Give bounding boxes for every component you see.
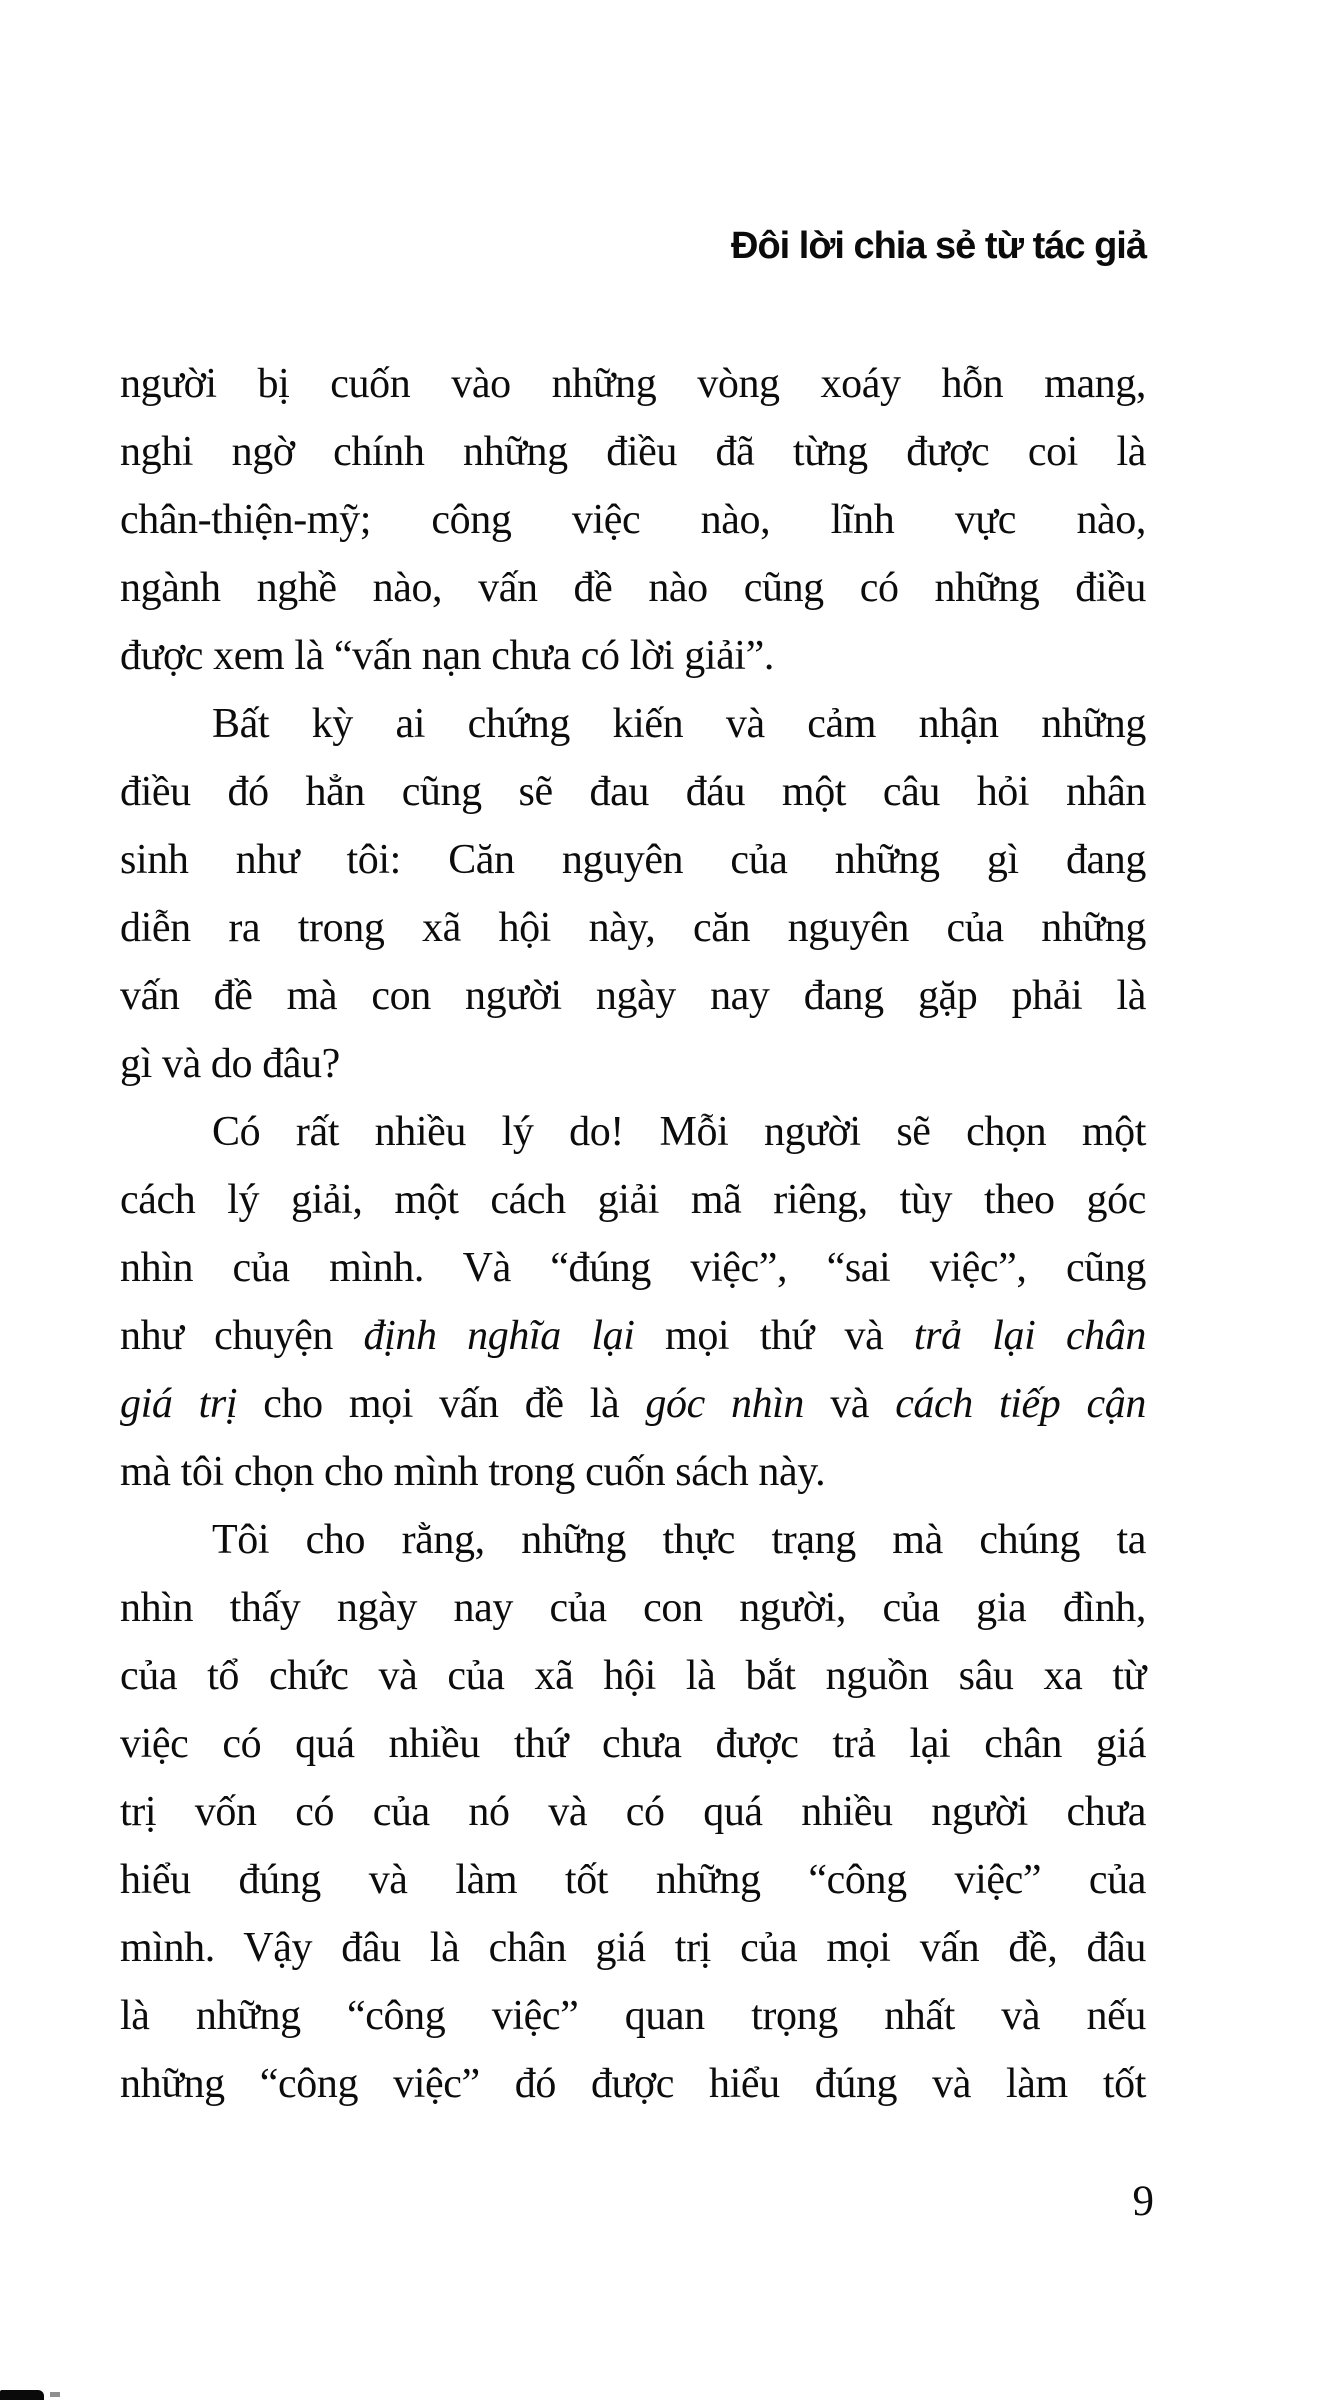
- body-text: [120, 350, 1146, 2118]
- text-line: [120, 894, 1146, 962]
- italic-text-segment: định nghĩa lại: [363, 1313, 635, 1359]
- text-line: [120, 486, 1146, 554]
- text-line: [120, 1234, 1146, 1302]
- text-segment: mình. Vậy đâu là chân giá trị của mọi vấn đề, đâu: [120, 1925, 1146, 1971]
- italic-text-segment: góc nhìn: [645, 1381, 805, 1427]
- text-line: [120, 1438, 1146, 1506]
- italic-text-segment: giá trị: [120, 1381, 238, 1427]
- text-line: [120, 1098, 1146, 1166]
- text-segment: gì và do đâu?: [120, 1041, 340, 1087]
- text-segment: người bị cuốn vào những vòng xoáy hỗn mang,: [120, 361, 1146, 407]
- text-line: [120, 554, 1146, 622]
- text-line: [120, 1846, 1146, 1914]
- text-line: [120, 1778, 1146, 1846]
- text-line: [120, 1506, 1146, 1574]
- text-segment: Tôi cho rằng, những thực trạng mà chúng ta: [212, 1517, 1146, 1563]
- text-segment: hiểu đúng và làm tốt những “công việc” của: [120, 1857, 1146, 1903]
- text-line: [120, 622, 1146, 690]
- text-segment: điều đó hẳn cũng sẽ đau đáu một câu hỏi nhân: [120, 769, 1146, 815]
- text-segment: nghi ngờ chính những điều đã từng được coi là: [120, 429, 1146, 475]
- text-segment: là những “công việc” quan trọng nhất và nếu: [120, 1993, 1146, 2039]
- text-segment: diễn ra trong xã hội này, căn nguyên của những: [120, 905, 1146, 951]
- text-line: [120, 962, 1146, 1030]
- text-line: [120, 826, 1146, 894]
- text-line: [120, 1914, 1146, 1982]
- text-segment: nhìn của mình. Và “đúng việc”, “sai việc”, cũng: [120, 1245, 1146, 1291]
- text-segment: mọi thứ và: [634, 1313, 914, 1359]
- text-segment: sinh như tôi: Căn nguyên của những gì đang: [120, 837, 1146, 883]
- text-line: [120, 1030, 1146, 1098]
- text-segment: Có rất nhiều lý do! Mỗi người sẽ chọn một: [212, 1109, 1146, 1155]
- text-segment: như chuyện: [120, 1313, 364, 1359]
- text-line: [120, 1982, 1146, 2050]
- text-segment: mà tôi chọn cho mình trong cuốn sách này.: [120, 1449, 826, 1495]
- text-segment: cách lý giải, một cách giải mã riêng, tùy theo góc: [120, 1177, 1146, 1223]
- text-line: [120, 1642, 1146, 1710]
- text-segment: chân-thiện-mỹ; công việc nào, lĩnh vực nào,: [120, 497, 1146, 543]
- text-line: [120, 1166, 1146, 1234]
- page-number: 9: [1132, 2178, 1154, 2225]
- italic-text-segment: trả lại chân: [913, 1313, 1146, 1359]
- text-line: [120, 1370, 1146, 1438]
- text-segment: ngành nghề nào, vấn đề nào cũng có những điều: [120, 565, 1146, 611]
- text-segment: những “công việc” đó được hiểu đúng và làm tốt: [120, 2061, 1146, 2107]
- text-segment: trị vốn có của nó và có quá nhiều người chưa: [120, 1789, 1146, 1835]
- text-line: [120, 758, 1146, 826]
- text-segment: vấn đề mà con người ngày nay đang gặp phải là: [120, 973, 1146, 1019]
- text-line: [120, 690, 1146, 758]
- text-segment: của tổ chức và của xã hội là bắt nguồn sâu xa từ: [120, 1653, 1146, 1699]
- running-header: Đôi lời chia sẻ từ tác giả: [731, 225, 1146, 267]
- text-segment: được xem là “vấn nạn chưa có lời giải”.: [120, 633, 774, 679]
- text-segment: việc có quá nhiều thứ chưa được trả lại chân giá: [120, 1721, 1146, 1767]
- text-line: [120, 418, 1146, 486]
- text-line: [120, 350, 1146, 418]
- italic-text-segment: cách tiếp cận: [895, 1381, 1146, 1427]
- text-line: [120, 1302, 1146, 1370]
- text-segment: Bất kỳ ai chứng kiến và cảm nhận những: [212, 701, 1146, 747]
- text-segment: nhìn thấy ngày nay của con người, của gia đình,: [120, 1585, 1146, 1631]
- text-line: [120, 1710, 1146, 1778]
- scan-artifact: [0, 2390, 44, 2400]
- text-segment: và: [804, 1381, 896, 1427]
- text-line: [120, 2050, 1146, 2118]
- text-segment: cho mọi vấn đề là: [237, 1381, 646, 1427]
- text-line: [120, 1574, 1146, 1642]
